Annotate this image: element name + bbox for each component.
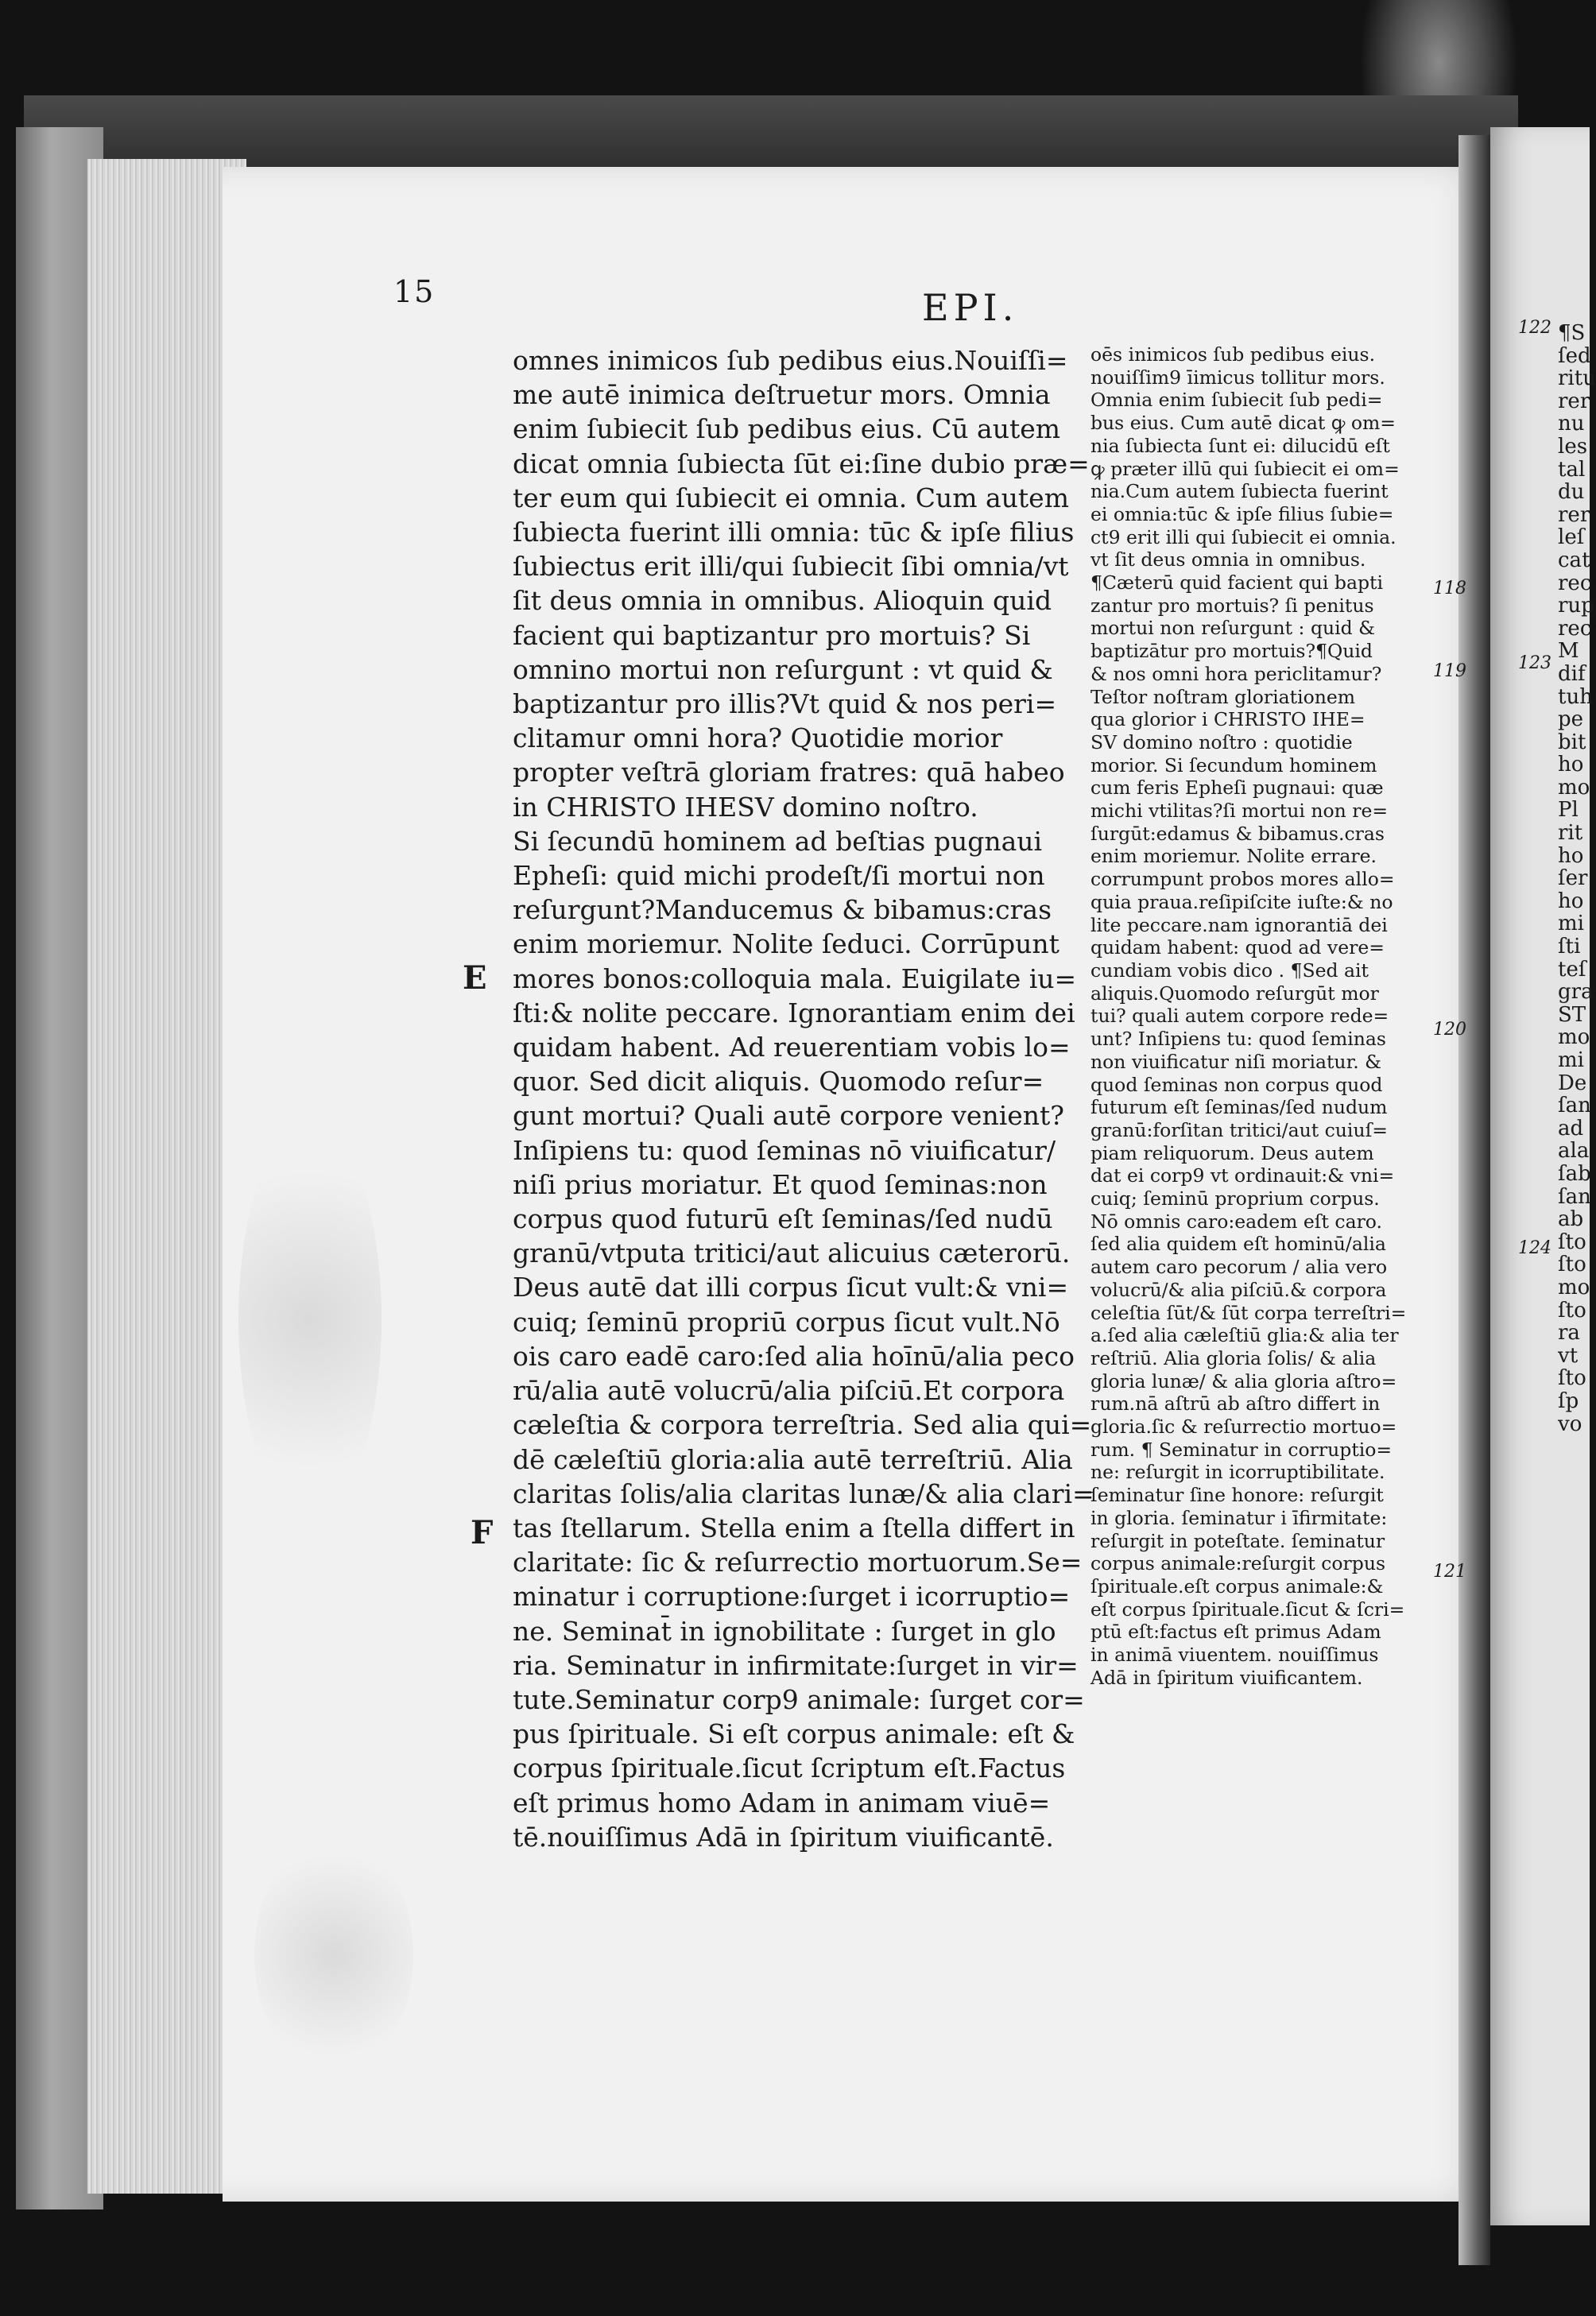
text-line: pus ſpirituale. Si eſt corpus animale: eſt & [513, 1718, 1075, 1750]
commentary-line: futurum eſt ſeminas/ſed nudum [1090, 1096, 1388, 1119]
text-line: enim ſubiecit ſub pedibus eius. Cū autem [513, 413, 1061, 445]
facing-text-line: dif [1558, 661, 1586, 686]
text-line: corpus quod futurū eſt ſeminas/ſed nudū [513, 1203, 1053, 1235]
commentary-line: piam reliquorum. Deus autem [1090, 1141, 1374, 1164]
commentary-line: & nos omni hora periclitamur? [1090, 662, 1382, 685]
text-line: claritas ſolis/alia claritas lunæ/& alia clari= [513, 1478, 1094, 1509]
facing-text-line: De [1558, 1071, 1587, 1095]
facing-text-line: du [1558, 480, 1585, 505]
facing-page-text-fragments [1558, 322, 1596, 1435]
facing-text-line: ſp [1558, 1388, 1579, 1413]
text-line: dicat omnia ſubiecta ſūt ei:ſine dubio præ= [513, 447, 1090, 479]
verse-number: 120 [1433, 1020, 1466, 1040]
facing-text-line: rer [1558, 502, 1590, 527]
text-line: propter veſtrā gloriam fratres: quā habeo [513, 757, 1065, 788]
commentary-line: reſurgit in poteſtate. ſeminatur [1090, 1529, 1385, 1552]
commentary-line: corrumpunt probos mores allo= [1090, 868, 1395, 891]
commentary-line: cum feris Epheſi pugnaui: quæ [1090, 777, 1384, 800]
commentary-line: ſed alia quidem eſt hominū/alia [1090, 1233, 1386, 1256]
text-line: cæleſtia & corpora terreſtria. Sed alia qui= [513, 1409, 1092, 1441]
commentary-line: granū:forſitan tritici/aut cuiuſ= [1090, 1118, 1388, 1141]
verse-number: 119 [1433, 661, 1466, 681]
text-line: quor. Sed dicit aliquis. Quomodo reſur= [513, 1066, 1044, 1098]
text-line: ſubiecta fuerint illi omnia: tūc & ipſe filius [513, 517, 1075, 548]
commentary-line: vt ſit deus omnia in omnibus. [1090, 548, 1366, 571]
commentary-line: quia praua.reſipiſcite iuſte:& no [1090, 890, 1393, 913]
commentary-line: Adā in ſpiritum viuificantem. [1090, 1666, 1363, 1689]
commentary-line: non viuificatur niſi moriatur. & [1090, 1050, 1382, 1073]
commentary-line: gloria.ſic & reſurrectio mortuo= [1090, 1416, 1397, 1439]
commentary-line: dat ei corp9 vt ordinauit:& vni= [1090, 1164, 1395, 1187]
text-line: ſti:& nolite peccare. Ignorantiam enim dei [513, 997, 1075, 1028]
facing-text-line: bit [1558, 730, 1586, 754]
running-head: EPI. [922, 286, 1019, 329]
commentary-line: Omnia enim ſubiecit ſub pedi= [1090, 389, 1383, 412]
commentary-line: ptū eſt:factus eſt primus Adam [1090, 1621, 1381, 1644]
facing-text-line: ſer [1558, 866, 1588, 891]
commentary-line: aliquis.Quomodo reſurgūt mor [1090, 982, 1379, 1005]
commentary-line: ꝙ præter illū qui ſubiecit ei om= [1090, 457, 1400, 480]
text-line: niſi prius moriatur. Et quod ſeminas:non [513, 1168, 1048, 1200]
facing-text-line: ſan [1558, 1184, 1591, 1209]
commentary-line: ct9 erit illi qui ſubiecit ei omnia. [1090, 525, 1396, 548]
text-line: omnino mortui non reſurgunt : vt quid & [513, 653, 1053, 685]
commentary-line: SV domino noſtro : quotidie [1090, 730, 1353, 753]
text-line: mores bonos:colloquia mala. Euigilate iu= [513, 962, 1077, 994]
commentary-line: a.ſed alia cæleſtiū glia:& alia ter [1090, 1324, 1399, 1347]
commentary-text-column [1090, 343, 1440, 1689]
commentary-line: corpus animale:reſurgit corpus [1090, 1552, 1386, 1575]
facing-text-line: ¶S [1558, 321, 1586, 345]
commentary-line: in gloria. ſeminatur i īfirmitate: [1090, 1506, 1388, 1529]
commentary-line: volucrū/& alia piſciū.& corpora [1090, 1278, 1387, 1301]
facing-text-line: Pl [1558, 798, 1579, 823]
commentary-line: ſurgūt:edamus & bibamus.cras [1090, 822, 1385, 845]
text-line: tute.Seminatur corp9 animale: ſurget cor= [513, 1683, 1085, 1715]
main-text-column [513, 343, 1094, 1854]
text-line: ſit deus omnia in omnibus. Alioquin quid [513, 585, 1052, 617]
text-line: Epheſi: quid michi prodeſt/ſi mortui non [513, 860, 1045, 892]
text-line: ne. Seminat̄ in ignobilitate : ſurget in glo [513, 1615, 1056, 1647]
facing-text-line: teſ [1558, 957, 1586, 982]
text-line: clitamur omni hora? Quotidie morior [513, 722, 1003, 754]
facing-text-line: ho [1558, 753, 1584, 777]
text-line: Deus autē dat illi corpus ſicut vult:& vni= [513, 1272, 1069, 1303]
commentary-line: autem caro pecorum / alia vero [1090, 1256, 1388, 1279]
commentary-line: cuiq; ſeminū proprium corpus. [1090, 1187, 1380, 1210]
text-line: claritate: ſic & reſurrectio mortuorum.Se= [513, 1547, 1083, 1578]
facing-text-line: mo [1558, 775, 1590, 800]
text-line: facient qui baptizantur pro mortuis? Si [513, 619, 1031, 651]
text-line: cuiq; ſeminū propriū corpus ſicut vult.Nō [513, 1306, 1060, 1338]
text-line: corpus ſpirituale.ſicut ſcriptum eſt.Factus [513, 1752, 1066, 1784]
commentary-line: ſpirituale.eſt corpus animale:& [1090, 1574, 1384, 1598]
facing-verse-number: 124 [1518, 1238, 1551, 1258]
facing-text-line: ſab [1558, 1161, 1591, 1186]
text-line: tas ſtellarum. Stella enim a ſtella differt in [513, 1512, 1075, 1543]
commentary-line: bus eius. Cum autē dicat ꝙ om= [1090, 412, 1396, 435]
facing-text-line: ho [1558, 843, 1584, 868]
facing-text-line: ſed [1558, 343, 1591, 368]
commentary-line: ¶Cæterū quid facient qui bapti [1090, 571, 1383, 594]
facing-text-line: ab [1558, 1207, 1584, 1232]
facing-text-line: rer [1558, 389, 1590, 413]
facing-text-line: ho [1558, 889, 1584, 913]
facing-text-line: nu [1558, 412, 1585, 436]
text-line: quidam habent. Ad reuerentiam vobis lo= [513, 1032, 1071, 1063]
facing-text-line: ſto [1558, 1298, 1586, 1323]
commentary-line: qua glorior i CHRISTO IHE= [1090, 708, 1366, 731]
facing-text-line: ſto [1558, 1366, 1586, 1391]
commentary-line: Teſtor noſtram gloriationem [1090, 685, 1356, 708]
facing-text-line: ST [1558, 1002, 1586, 1027]
text-line: enim moriemur. Nolite ſeduci. Corrūpunt [513, 928, 1059, 960]
facing-text-line: rec [1558, 616, 1592, 641]
commentary-line: unt? Inſipiens tu: quod ſeminas [1090, 1028, 1386, 1051]
text-line: ria. Seminatur in infirmitate:ſurget in vir= [513, 1649, 1079, 1681]
commentary-line: reſtriū. Alia gloria ſolis/ & alia [1090, 1346, 1377, 1369]
commentary-line: baptizātur pro mortuis?¶Quid [1090, 640, 1373, 663]
verse-number: 118 [1433, 579, 1466, 598]
text-line: baptizantur pro illis?Vt quid & nos peri= [513, 688, 1057, 720]
commentary-line: in animā viuentem. nouiſſimus [1090, 1644, 1379, 1667]
facing-text-line: ſti [1558, 935, 1581, 959]
facing-text-line: rup [1558, 594, 1594, 618]
commentary-line: nia ſubiecta ſunt ei: dilucidū eſt [1090, 434, 1390, 457]
commentary-line: celeſtia ſūt/& ſūt corpa terreſtri= [1090, 1301, 1407, 1324]
text-line: ois caro eadē caro:ſed alia hoīnū/alia peco [513, 1340, 1075, 1372]
facing-text-line: M [1558, 639, 1579, 664]
facing-text-line: pe [1558, 707, 1584, 732]
commentary-line: ne: reſurgit in icorruptibilitate. [1090, 1461, 1385, 1484]
text-line: minatur i corruptione:ſurget i icorruptio= [513, 1581, 1071, 1613]
commentary-line: cundiam vobis dico . ¶Sed ait [1090, 959, 1369, 982]
book-gutter [1458, 135, 1490, 2265]
commentary-line: gloria lunæ/ & alia gloria aſtro= [1090, 1369, 1397, 1392]
margin-section-letter-f: F [471, 1514, 494, 1551]
text-line: me autē inimica deſtruetur mors. Omnia [513, 379, 1051, 411]
paper-stain [254, 1836, 413, 2074]
facing-text-line: gra [1558, 980, 1594, 1005]
commentary-line: zantur pro mortuis? ſi penitus [1090, 594, 1374, 617]
commentary-line: tui? quali autem corpore rede= [1090, 1005, 1389, 1028]
facing-text-line: les [1558, 434, 1588, 459]
commentary-line: oēs inimicos ſub pedibus eius. [1090, 343, 1376, 366]
commentary-line: nouiſſim9 īimicus tollitur mors. [1090, 366, 1385, 389]
text-line: granū/vtputa tritici/aut alicuius cæterorū. [513, 1237, 1071, 1269]
commentary-line: mortui non reſurgunt : quid & [1090, 617, 1376, 640]
commentary-line: enim moriemur. Nolite errare. [1090, 845, 1377, 868]
text-line: omnes inimicos ſub pedibus eius.Nouiſſi= [513, 345, 1068, 376]
text-line: eſt primus homo Adam in animam viuē= [513, 1787, 1051, 1818]
text-line: reſurgunt?Manducemus & bibamus:cras [513, 894, 1052, 926]
facing-text-line: vt [1558, 1343, 1579, 1368]
margin-section-letter-e: E [463, 959, 487, 997]
facing-text-line: cat [1558, 548, 1590, 572]
text-line: rū/alia autē volucrū/alia piſciū.Et corpora [513, 1375, 1065, 1407]
commentary-line: rum.nā aſtrū ab aſtro differt in [1090, 1392, 1381, 1416]
text-line: Inſipiens tu: quod ſeminas nō viuificatur/ [513, 1134, 1056, 1166]
text-line: ter eum qui ſubiecit ei omnia. Cum autem [513, 482, 1069, 513]
facing-text-line: ra [1558, 1321, 1580, 1346]
commentary-line: lite peccare.nam ignorantiā dei [1090, 913, 1388, 936]
facing-text-line: vo [1558, 1412, 1582, 1436]
facing-text-line: rec [1558, 571, 1592, 595]
commentary-line: eſt corpus ſpirituale.ſicut & ſcri= [1090, 1598, 1405, 1621]
facing-text-line: mo [1558, 1025, 1590, 1050]
facing-text-line: mi [1558, 912, 1584, 936]
facing-text-line: rit [1558, 821, 1583, 846]
commentary-line: rum. ¶ Seminatur in corruptio= [1090, 1438, 1393, 1461]
commentary-line: quod ſeminas non corpus quod [1090, 1073, 1383, 1096]
facing-text-line: ſan [1558, 1094, 1591, 1118]
commentary-line: morior. Si ſecundum hominem [1090, 753, 1377, 777]
facing-verse-number: 122 [1518, 318, 1551, 338]
facing-text-line: ala [1558, 1139, 1590, 1164]
facing-text-line: ſto [1558, 1230, 1586, 1254]
facing-text-line: mo [1558, 1275, 1590, 1299]
facing-text-line: ad [1558, 1116, 1584, 1141]
facing-text-line: leſ [1558, 525, 1585, 550]
commentary-line: Nō omnis caro:eadem eſt caro. [1090, 1210, 1383, 1233]
commentary-line: ſeminatur ſine honore: reſurgit [1090, 1484, 1384, 1507]
text-line: tē.nouiſſimus Adā in ſpiritum viuificantē. [513, 1821, 1054, 1853]
page-number: 15 [393, 274, 436, 309]
paper-stain [238, 1121, 382, 1518]
facing-verse-number: 123 [1518, 653, 1551, 673]
facing-text-line: tuh [1558, 684, 1593, 709]
text-line: gunt mortui? Quali autē corpore venient? [513, 1100, 1064, 1132]
verse-number: 121 [1433, 1562, 1466, 1582]
commentary-line: ei omnia:tūc & ipſe filius ſubie= [1090, 502, 1394, 525]
commentary-line: quidam habent: quod ad vere= [1090, 936, 1385, 959]
commentary-line: michi vtilitas?ſi mortui non re= [1090, 800, 1389, 823]
text-line: ſubiectus erit illi/qui ſubiecit ſibi omnia/vt [513, 551, 1069, 583]
facing-text-line: ritu [1558, 366, 1596, 391]
text-line: Si ſecundū hominem ad beſtias pugnaui [513, 825, 1043, 857]
facing-text-line: ſto [1558, 1253, 1586, 1277]
facing-text-line: tal [1558, 457, 1586, 482]
text-line: in CHRISTO IHESV domino noſtro. [513, 791, 978, 823]
facing-text-line: mi [1558, 1048, 1584, 1072]
commentary-line: nia.Cum autem ſubiecta fuerint [1090, 480, 1389, 503]
text-line: dē cæleſtiū gloria:alia autē terreſtriū. Alia [513, 1443, 1073, 1475]
